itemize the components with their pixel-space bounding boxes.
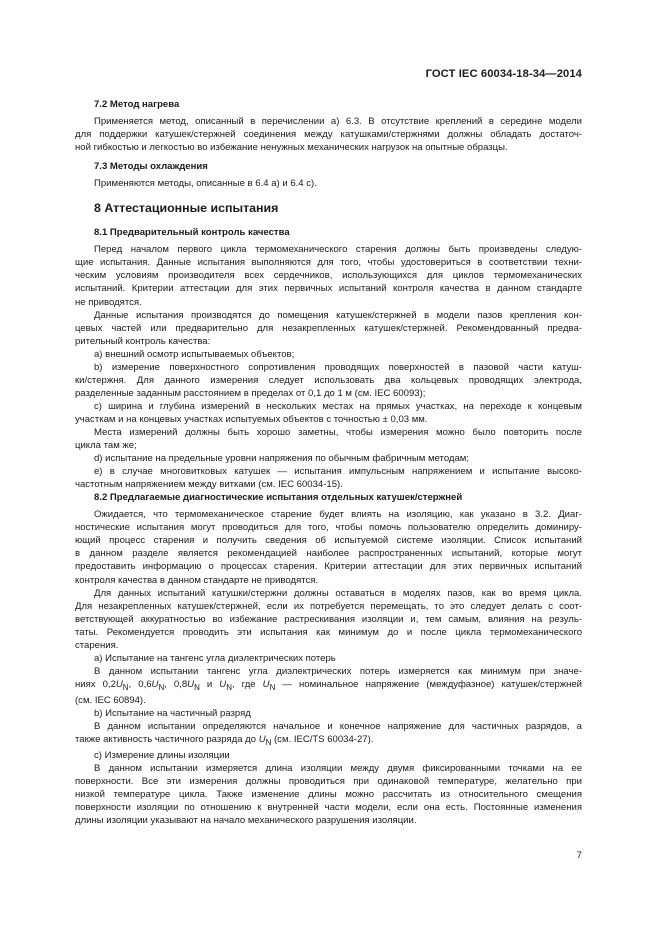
s82-p1-line: предоставить информацию о процессах старения. Критерии аттестации для этих первичных испытаний: [75, 561, 582, 573]
list-item-b: ки/стержня. Для данного измерения следует использовать два кольцевых проводящих электрода,: [75, 374, 582, 386]
test-c-text: поверхности изоляции по отношению к внутренней части модели, если она есть. Постоянные изменения: [75, 802, 582, 814]
list-item-c: участкам и на концевых участках испытуемых объектов с точностью ± 0,03 мм.: [75, 413, 428, 425]
s81-p2-line: цевых частей или предварительно для незакрепленных катушек/стержней. Рекомендованный предва-: [75, 322, 582, 334]
section-7-2-heading: 7.2 Метод нагрева: [94, 99, 180, 110]
section-8-1-heading: 8.1 Предварительный контроль качества: [94, 227, 290, 239]
page-content: [75, 98, 582, 827]
s82-p2-line: ветствующей аккуратностью во избежание растрескивания изоляции и, тем самым, влияния на резуль-: [75, 613, 582, 625]
test-a-text: В данном испытании тангенс угла диэлектрических потерь измеряется как минимум при значе-: [94, 665, 582, 677]
s81-p1-line: ческим условиям производителя всех сердечников, использующихся для циклов термомеханических: [75, 270, 582, 282]
s72-line: ной гибкостью и легкостью во избежание ненужных механических нагрузок на опытные образцы.: [75, 142, 508, 154]
s82-p1-line: ющий процесс старения и получить сведения об испытуемой системе изоляции. Список испытаний: [75, 535, 582, 547]
list-item-b: b) измерение поверхностного сопротивления проводящих поверхностей в пазовой части катуш-: [94, 361, 582, 373]
s82-p2-line: Для данных испытаний катушки/стержни должны оставаться в моделях пазов, как во время цикла.: [94, 587, 582, 599]
test-c-text: поверхности. Все эти измерения должны проводиться при одинаковой температуре, желательно при: [75, 776, 582, 788]
test-b-text: В данном испытании определяются начальное и конечное напряжение для частичных разрядов, а: [94, 720, 582, 732]
s82-p1-line: в данном разделе является рекомендацией наиболее распространенных испытаний, которые могут: [75, 548, 582, 560]
test-c-title: с) Измерение длины изоляции: [94, 749, 230, 761]
test-c-text: низкой температуре цикла. Также изменение длины можно рассчитать из относительного смещения: [75, 789, 582, 801]
test-c-text: длины изоляции указывают на начало механического разрушения изоляции.: [75, 815, 417, 827]
test-b-text-line: также активность частичного разряда до $U_N$ (см. IEC/TS 60034-27).: [75, 733, 374, 747]
section-8-2-heading: 8.2 Предлагаемые диагностические испытания отдельных катушек/стержней: [94, 492, 463, 504]
s81-p3-line: цикла там же;: [75, 440, 137, 452]
s81-p1-line: испытаний. Критерии аттестации для этих первичных испытаний контроля качества в данном стандарте: [75, 283, 582, 295]
s82-p1-line: контроля качества в данном стандарте не приводятся.: [75, 574, 319, 586]
s81-p1-line: Перед началом первого цикла термомеханического старения должны быть произведены следую-: [94, 244, 582, 256]
section-7-3-heading: 7.3 Методы охлаждения: [94, 161, 208, 173]
s82-p2-line: Для незакрепленных катушек/стержней, если их потребуется перемещать, то это следует делать с соот-: [75, 600, 582, 612]
test-b-title: b) Испытание на частичный разряд: [94, 707, 251, 719]
s81-p2-line: рительный контроль качества:: [75, 335, 211, 347]
test-c-text: В данном испытании измеряется длина изоляции между двумя фиксированными точками на ее: [94, 762, 582, 774]
s81-p3-line: Места измерений должны быть хорошо заметны, чтобы измерения можно было повторить после: [94, 426, 582, 438]
s72-line: для поддержки катушек/стержней соединения между катушками/стержнями должны обладать достаточ-: [75, 129, 582, 141]
test-a-text: (см. IEC 60894).: [75, 694, 146, 706]
list-item-e: е) в случае многовитковых катушек — испытания импульсным напряжением и испытание высоко-: [94, 466, 582, 478]
test-a-values-line: ниях $0,2U_N$, $0,6U_N$, $0,8U_N$ и $U_N$, где $U_N$ — номинальное напряжение (междуфазное) катушек/стержней: [75, 678, 583, 692]
list-item-c: с) ширина и глубина измерений в нескольких местах на прямых участках, на переходе к концевым: [94, 400, 582, 412]
s82-p1-line: ностические испытания могут проводиться для того, чтобы помочь пользователю определить доминиру-: [75, 522, 582, 534]
s81-p2-line: Данные испытания производятся до помещения катушек/стержней в модели пазов крепления кон-: [94, 309, 582, 321]
test-a-title: а) Испытание на тангенс угла диэлектрических потерь: [94, 652, 336, 664]
s82-p1-line: Ожидается, что термомеханическое старение будет влиять на изоляцию, как указано в 3.2. Диаг-: [94, 509, 582, 521]
section-8-heading: 8 Аттестационные испытания: [94, 201, 279, 216]
s82-p2-line: таты. Рекомендуется проводить эти испытания как минимум до и после цикла термомеханического: [75, 626, 582, 638]
s81-p1-line: не приводятся.: [75, 296, 142, 308]
list-item-e: частотным напряжением между витками (см. IEC 60034-15).: [75, 479, 343, 491]
s82-p2-line: старения.: [75, 639, 119, 651]
standard-header: ГОСТ IEC 60034-18-34—2014: [425, 68, 582, 80]
list-item-a: а) внешний осмотр испытываемых объектов;: [94, 348, 295, 360]
list-item-d: d) испытание на предельные уровни напряжения по обычным фабричным методам;: [94, 453, 470, 465]
s81-p1-line: щие испытания. Данные испытания выполняются для того, чтобы удостовериться в соответствии техни-: [75, 257, 582, 269]
page-number: 7: [576, 850, 582, 861]
s72-line: Применяется метод, описанный в перечислении а) 6.3. В отсутствие креплений в середине модели: [94, 116, 582, 128]
list-item-b: разделенные заданным расстоянием в пределах от 0,1 до 1 м (см. IEC 60093);: [75, 387, 426, 399]
s73-text: Применяются методы, описанные в 6.4 а) и 6.4 с).: [94, 178, 317, 190]
